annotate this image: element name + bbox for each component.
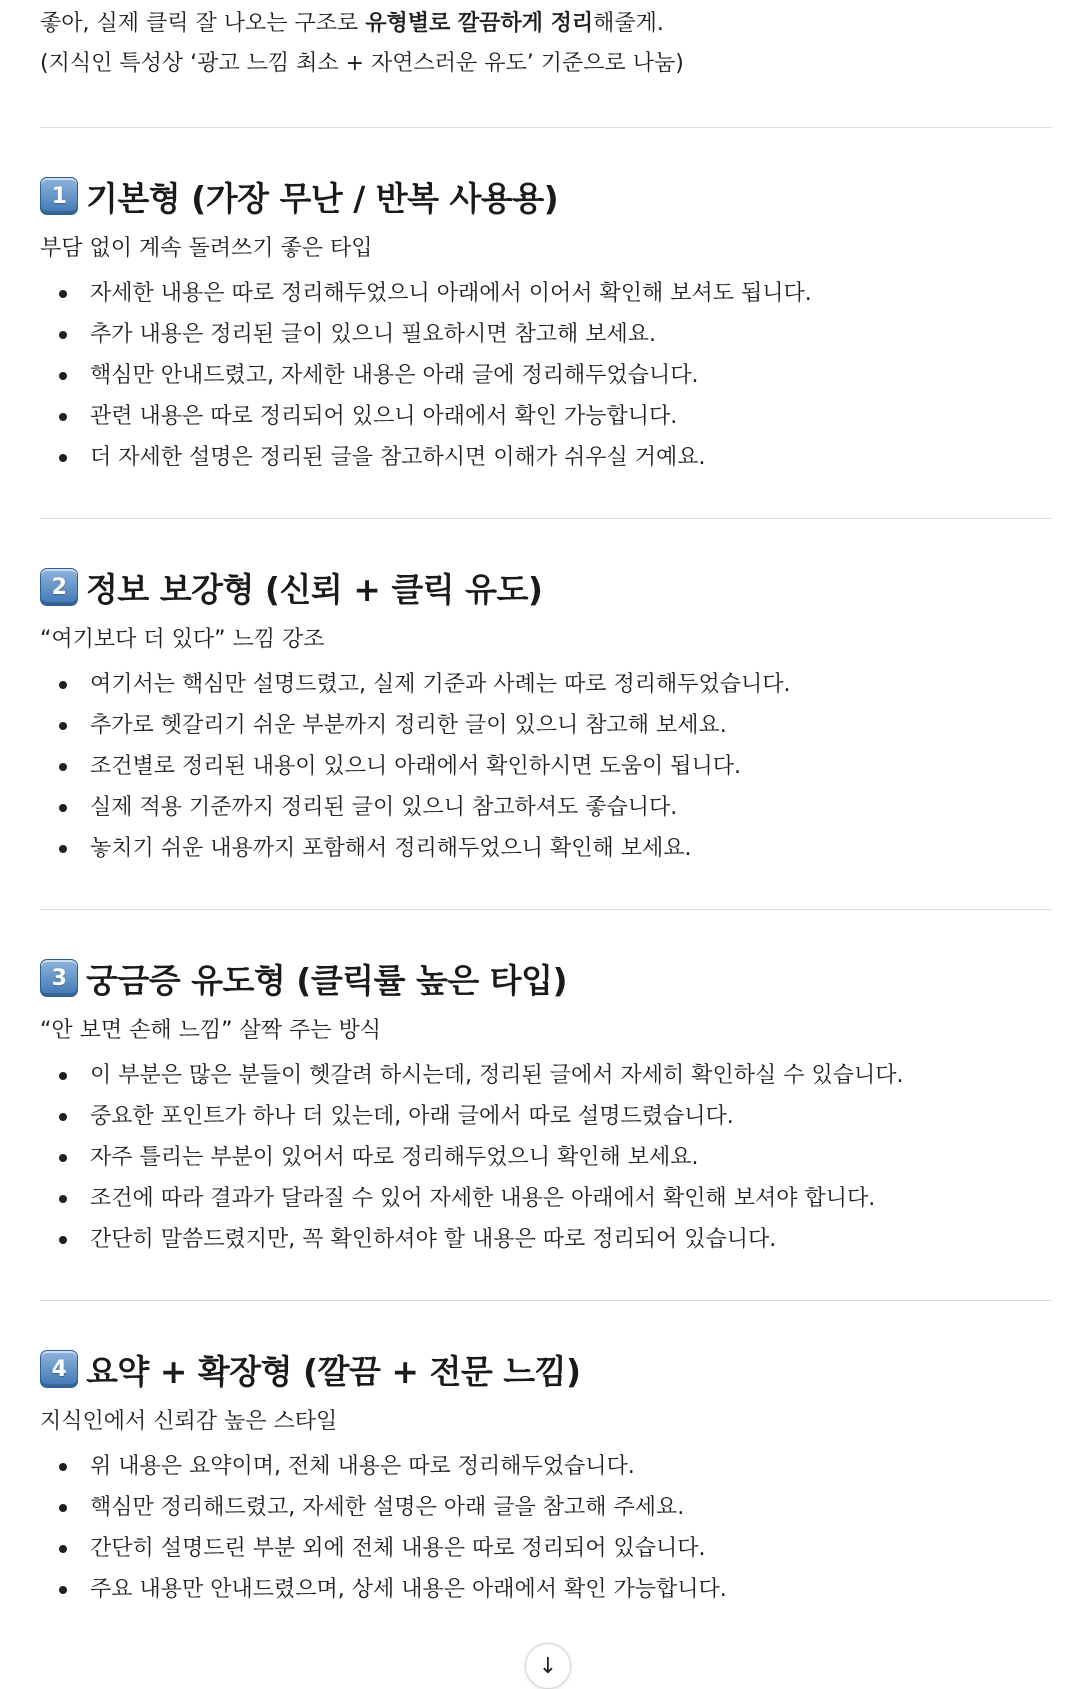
scroll-to-bottom-button[interactable] [525, 1643, 571, 1689]
bullet-icon [59, 1113, 67, 1121]
keycap-number-icon: 3 [40, 959, 78, 997]
list-item: 자세한 내용은 따로 정리해두었으니 아래에서 이어서 확인해 보셔도 됩니다. [40, 273, 1052, 314]
divider [40, 909, 1052, 910]
list-item: 관련 내용은 따로 정리되어 있으니 아래에서 확인 가능합니다. [40, 396, 1052, 437]
divider [40, 127, 1052, 128]
list-item: 간단히 말씀드렸지만, 꼭 확인하셔야 할 내용은 따로 정리되어 있습니다. [40, 1219, 1052, 1260]
bullet-icon [59, 1236, 67, 1244]
bullet-icon [59, 804, 67, 812]
bullet-icon [59, 1154, 67, 1162]
list-item: 핵심만 정리해드렸고, 자세한 설명은 아래 글을 참고해 주세요. [40, 1487, 1052, 1528]
intro-bold-text: 유형별로 깔끔하게 정리 [365, 11, 594, 36]
section-info-boost [40, 563, 1052, 869]
list-item: 주요 내용만 안내드렸으며, 상세 내용은 아래에서 확인 가능합니다. [40, 1569, 1052, 1610]
list-item: 간단히 설명드린 부분 외에 전체 내용은 따로 정리되어 있습니다. [40, 1528, 1052, 1569]
list-item: 더 자세한 설명은 정리된 글을 참고하시면 이해가 쉬우실 거예요. [40, 437, 1052, 478]
list-item: 중요한 포인트가 하나 더 있는데, 아래 글에서 따로 설명드렸습니다. [40, 1096, 1052, 1137]
section-title-text: 궁금증 유도형 (클릭률 높은 타입) [86, 960, 568, 1000]
bullet-icon [59, 1586, 67, 1594]
bullet-icon [59, 1463, 67, 1471]
list-item: 놓치기 쉬운 내용까지 포함해서 정리해두었으니 확인해 보세요. [40, 828, 1052, 869]
intro-line-2: (지식인 특성상 ‘광고 느낌 최소 + 자연스러운 유도’ 기준으로 나눔) [40, 51, 684, 76]
list-item: 위 내용은 요약이며, 전체 내용은 따로 정리해두었습니다. [40, 1446, 1052, 1487]
section-description: “안 보면 손해 느낌” 살짝 주는 방식 [40, 1018, 382, 1043]
section-title [40, 954, 1052, 1002]
list-item: 추가 내용은 정리된 글이 있으니 필요하시면 참고해 보세요. [40, 314, 1052, 355]
keycap-number-icon: 4 [40, 1350, 78, 1388]
section-description: “여기보다 더 있다” 느낌 강조 [40, 627, 325, 652]
list-item: 이 부분은 많은 분들이 헷갈려 하시는데, 정리된 글에서 자세히 확인하실 수 있습니다. [40, 1055, 1052, 1096]
section-title [40, 1345, 1052, 1393]
bullet-icon [59, 1504, 67, 1512]
section-title [40, 172, 1052, 220]
section-title-text: 요약 + 확장형 (깔끔 + 전문 느낌) [86, 1351, 581, 1391]
section-description: 부담 없이 계속 돌려쓰기 좋은 타입 [40, 236, 373, 261]
list-item: 여기서는 핵심만 설명드렸고, 실제 기준과 사례는 따로 정리해두었습니다. [40, 664, 1052, 705]
list-item: 자주 틀리는 부분이 있어서 따로 정리해두었으니 확인해 보세요. [40, 1137, 1052, 1178]
bullet-icon [59, 681, 67, 689]
bullet-icon [59, 331, 67, 339]
list-item: 실제 적용 기준까지 정리된 글이 있으니 참고하셔도 좋습니다. [40, 787, 1052, 828]
divider [40, 1300, 1052, 1301]
bullet-icon [59, 290, 67, 298]
list-item: 추가로 헷갈리기 쉬운 부분까지 정리한 글이 있으니 참고해 보세요. [40, 705, 1052, 746]
bullet-list [40, 664, 1052, 869]
bullet-list [40, 1055, 1052, 1260]
section-summary-expand [40, 1345, 1052, 1610]
bullet-list [40, 1446, 1052, 1610]
section-title-text: 정보 보강형 (신뢰 + 클릭 유도) [86, 569, 543, 609]
intro-text-suffix: 해줄게. [593, 11, 664, 36]
section-title-text: 기본형 (가장 무난 / 반복 사용용) [86, 178, 559, 218]
divider [40, 518, 1052, 519]
keycap-number-icon: 2 [40, 568, 78, 606]
list-item: 핵심만 안내드렸고, 자세한 내용은 아래 글에 정리해두었습니다. [40, 355, 1052, 396]
section-curiosity [40, 954, 1052, 1260]
bullet-icon [59, 845, 67, 853]
section-basic [40, 172, 1052, 478]
list-item: 조건에 따라 결과가 달라질 수 있어 자세한 내용은 아래에서 확인해 보셔야 합니다. [40, 1178, 1052, 1219]
bullet-icon [59, 454, 67, 462]
chat-response [40, 0, 1052, 1610]
intro-text: 좋아, 실제 클릭 잘 나오는 구조로 [40, 11, 366, 36]
arrow-down-icon: ↓ [538, 1653, 558, 1679]
bullet-icon [59, 1195, 67, 1203]
bullet-icon [59, 1072, 67, 1080]
list-item: 조건별로 정리된 내용이 있으니 아래에서 확인하시면 도움이 됩니다. [40, 746, 1052, 787]
bullet-list [40, 273, 1052, 478]
keycap-number-icon: 1 [40, 177, 78, 215]
intro [40, 0, 1052, 84]
bullet-icon [59, 413, 67, 421]
bullet-icon [59, 722, 67, 730]
bullet-icon [59, 1545, 67, 1553]
bullet-icon [59, 372, 67, 380]
section-description: 지식인에서 신뢰감 높은 스타일 [40, 1409, 338, 1434]
section-title [40, 563, 1052, 611]
intro-line-1 [40, 4, 1052, 44]
bullet-icon [59, 763, 67, 771]
